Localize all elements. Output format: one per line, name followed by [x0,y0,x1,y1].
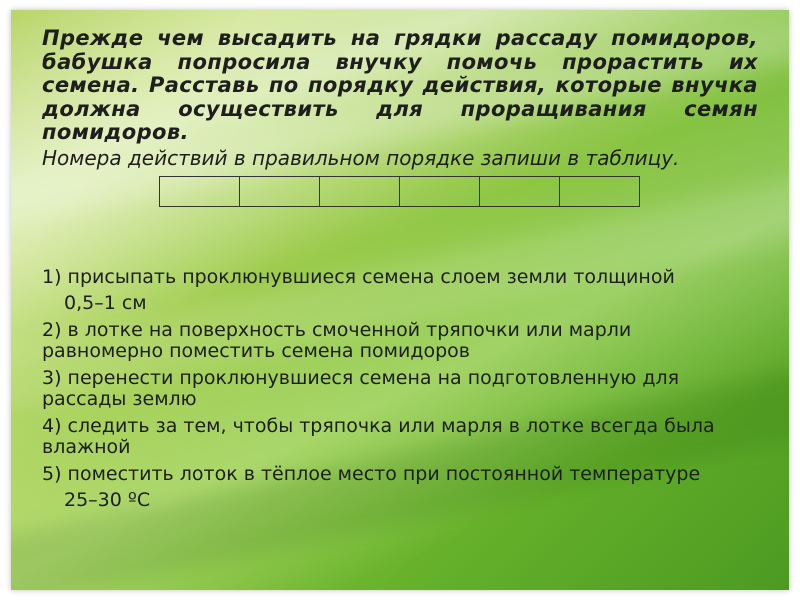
step-text: 4) следить за тем, чтобы тряпочка или марля в лотке всегда была влажной [42,414,715,458]
step-item [42,267,758,315]
answer-cell-4[interactable] [400,176,480,206]
step-item [42,416,758,459]
steps-list [42,267,758,512]
step-text: 1) присыпать проклюнувшиеся семена слоем земли толщиной [42,265,675,288]
answer-table [159,176,640,207]
step-continuation: 25–30 ºС [64,489,151,511]
step-item [42,464,758,512]
answer-cell-2[interactable] [240,176,320,206]
step-item [42,320,758,363]
step-text: 3) перенести проклюнувшиеся семена на подготовленную для рассады землю [42,366,680,410]
step-text: 2) в лотке на поверхность смоченной тряпочки или марли равномерно поместить семена помидоров [42,318,632,362]
slide-content [42,27,758,517]
step-text: 5) поместить лоток в тёплое место при постоянной температуре [42,462,701,485]
answer-cell-6[interactable] [560,176,640,206]
answer-row [160,176,640,206]
slide [11,10,789,590]
step-continuation: 0,5–1 см [64,292,147,314]
answer-cell-3[interactable] [320,176,400,206]
step-item [42,368,758,411]
task-text: Прежде чем высадить на грядки рассаду помидоров, бабушка попросила внучку помочь прорастить их семена. Расставь по порядку действия, которые внучка должна осуществить для проращивания семян помидоров. [42,26,758,144]
answer-cell-1[interactable] [160,176,240,206]
instruction-text: Номера действий в правильном порядке запиши в таблицу. [42,145,680,170]
answer-cell-5[interactable] [480,176,560,206]
